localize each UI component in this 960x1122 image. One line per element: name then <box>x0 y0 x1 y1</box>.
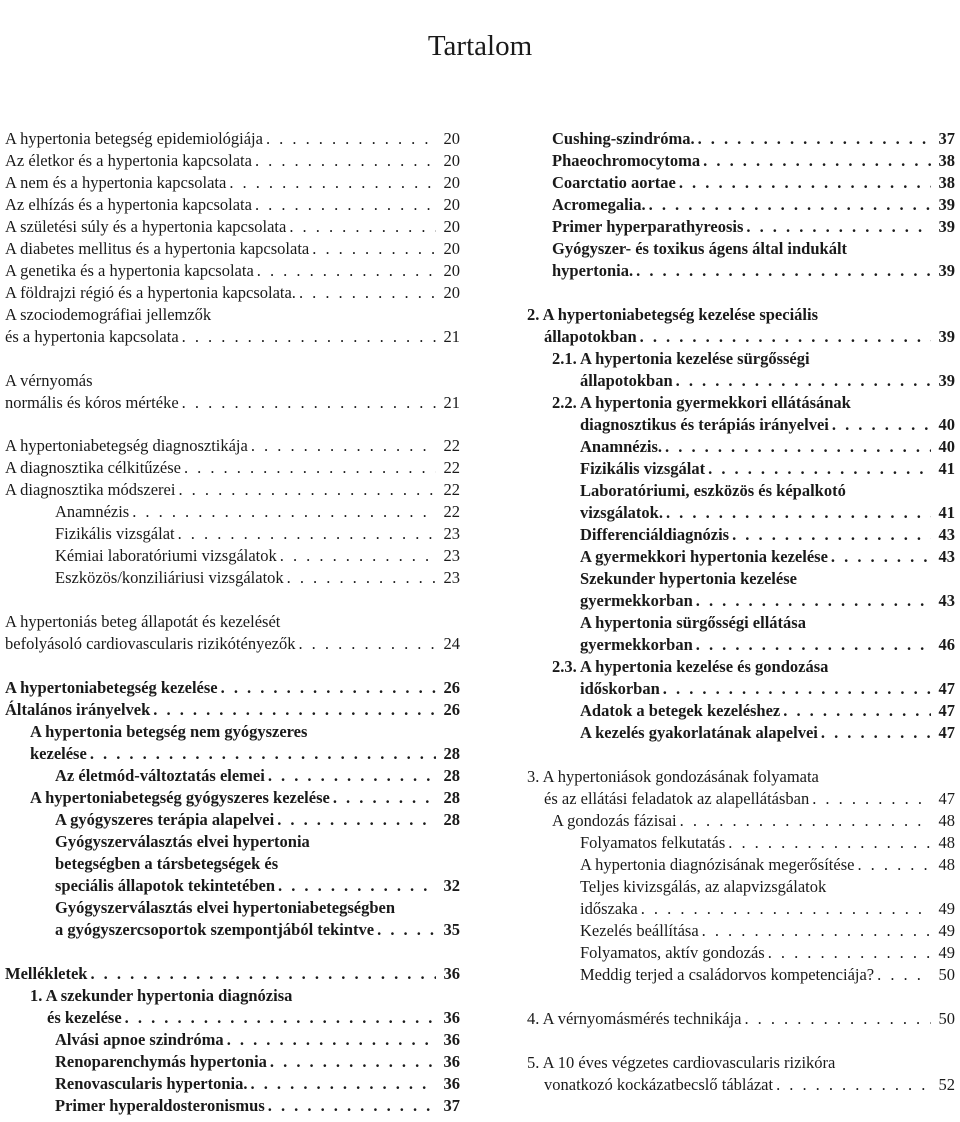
toc-entry <box>580 546 955 568</box>
toc-entry <box>5 238 460 260</box>
toc-leader-dots <box>832 414 931 436</box>
toc-entry <box>580 370 955 392</box>
toc-entry <box>5 479 460 501</box>
toc-entry <box>55 1073 460 1095</box>
toc-entry-title: 2.2. A hypertonia gyermekkori ellátásának <box>552 393 851 412</box>
toc-entry <box>580 590 955 612</box>
toc-entry <box>580 480 955 502</box>
toc-page-number: 48 <box>938 833 955 852</box>
toc-entry-title: Meddig terjed a családorvos kompetenciája? <box>580 965 875 984</box>
toc-page-number: 36 <box>443 1052 460 1071</box>
toc-leader-dots <box>377 919 436 941</box>
toc-page-number: 20 <box>443 151 460 170</box>
toc-entry <box>527 1052 955 1074</box>
toc-entry <box>55 831 460 853</box>
toc-leader-dots <box>132 501 436 523</box>
toc-entry <box>55 545 460 567</box>
toc-page-number: 22 <box>443 436 460 455</box>
toc-entry-title: Folyamatos, aktív gondozás <box>580 943 765 962</box>
toc-entry-title: A gondozás fázisai <box>552 811 677 830</box>
toc-page-number: 50 <box>938 1009 955 1028</box>
toc-leader-dots <box>221 677 436 699</box>
toc-leader-dots <box>268 1095 436 1117</box>
toc-entry <box>5 963 460 985</box>
toc-page-number: 39 <box>938 371 955 390</box>
toc-entry <box>55 1029 460 1051</box>
toc-entry-title: Általános irányelvek <box>5 700 151 719</box>
toc-leader-dots <box>255 150 436 172</box>
toc-leader-dots <box>783 700 931 722</box>
toc-page-number: 20 <box>443 195 460 214</box>
toc-entry <box>5 172 460 194</box>
toc-leader-dots <box>641 898 931 920</box>
toc-leader-dots <box>255 194 436 216</box>
toc-entry-title: időskorban <box>580 679 660 698</box>
toc-entry-title: gyermekkorban <box>580 635 693 654</box>
toc-page-number: 47 <box>938 723 955 742</box>
toc-entry-title: Eszközös/konziliáriusi vizsgálatok <box>55 568 284 587</box>
toc-page-number: 36 <box>443 1030 460 1049</box>
toc-entry-title: A hypertonia betegség nem gyógyszeres <box>30 722 308 741</box>
toc-entry-title: Cushing-szindróma. <box>552 129 695 148</box>
toc-leader-dots <box>696 634 931 656</box>
toc-entry-title: és kezelése <box>47 1008 122 1027</box>
toc-entry <box>5 194 460 216</box>
toc-page-number: 23 <box>443 568 460 587</box>
toc-entry-title: Mellékletek <box>5 964 88 983</box>
toc-page-number: 22 <box>443 502 460 521</box>
toc-entry <box>580 700 955 722</box>
toc-leader-dots <box>227 1029 436 1051</box>
toc-entry-title: 2.3. A hypertonia kezelése és gondozása <box>552 657 829 676</box>
toc-page-number: 28 <box>443 810 460 829</box>
toc-entry-title: Gyógyszerválasztás elvei hypertoniabetegségben <box>55 898 396 917</box>
toc-entry-title: Fizikális vizsgálat <box>55 524 175 543</box>
toc-entry <box>55 897 460 919</box>
toc-page-number: 49 <box>938 921 955 940</box>
toc-entry <box>552 260 955 282</box>
toc-page-number: 41 <box>938 459 955 478</box>
toc-entry <box>55 1095 460 1117</box>
toc-entry-title: A diabetes mellitus és a hypertonia kapcsolata <box>5 239 310 258</box>
toc-page-number: 28 <box>443 788 460 807</box>
toc-entry <box>544 788 955 810</box>
toc-entry <box>5 282 460 304</box>
toc-page-number: 48 <box>938 811 955 830</box>
toc-leader-dots <box>312 238 436 260</box>
toc-entry <box>552 194 955 216</box>
toc-page-number: 39 <box>938 327 955 346</box>
toc-entry <box>544 1074 955 1096</box>
toc-entry <box>55 1051 460 1073</box>
toc-entry <box>55 853 460 875</box>
toc-entry-title: A hypertonia diagnózisának megerősítése <box>580 855 855 874</box>
toc-entry <box>552 150 955 172</box>
toc-entry-title: időszaka <box>580 899 638 918</box>
toc-leader-dots <box>251 435 436 457</box>
toc-entry <box>55 875 460 897</box>
toc-entry <box>527 766 955 788</box>
toc-entry <box>580 876 955 898</box>
toc-leader-dots <box>698 128 931 150</box>
toc-entry-title: A nem és a hypertonia kapcsolata <box>5 173 227 192</box>
toc-page-number: 28 <box>443 744 460 763</box>
toc-page-number: 43 <box>938 547 955 566</box>
toc-entry-title: Kémiai laboratóriumi vizsgálatok <box>55 546 277 565</box>
toc-entry-title: Coarctatio aortae <box>552 173 676 192</box>
toc-leader-dots <box>821 722 931 744</box>
toc-entry <box>552 238 955 260</box>
toc-entry <box>580 898 955 920</box>
toc-entry <box>30 721 460 743</box>
toc-entry <box>55 765 460 787</box>
toc-entry-title: Folyamatos felkutatás <box>580 833 726 852</box>
toc-leader-dots <box>182 392 436 414</box>
toc-page-number: 40 <box>938 437 955 456</box>
toc-page-number: 49 <box>938 943 955 962</box>
toc-entry <box>5 260 460 282</box>
toc-entry <box>5 457 460 479</box>
toc-leader-dots <box>229 172 436 194</box>
toc-leader-dots <box>182 326 436 348</box>
toc-page-number: 39 <box>938 261 955 280</box>
toc-page-number: 36 <box>443 964 460 983</box>
toc-entry-title: Differenciáldiagnózis <box>580 525 730 544</box>
toc-entry <box>580 920 955 942</box>
toc-page-number: 21 <box>443 393 460 412</box>
toc-entry-title: A vérnyomás <box>5 371 93 390</box>
toc-entry-title: Gyógyszerválasztás elvei hypertonia <box>55 832 310 851</box>
toc-leader-dots <box>125 1007 436 1029</box>
toc-entry <box>55 567 460 589</box>
toc-entry <box>580 634 955 656</box>
toc-entry <box>580 854 955 876</box>
page-title: Tartalom <box>427 30 533 62</box>
toc-entry-title: Az életmód-változtatás elemei <box>55 766 265 785</box>
toc-page-number: 46 <box>938 635 955 654</box>
toc-entry <box>5 216 460 238</box>
toc-entry-title: A hypertonia sürgősségi ellátása <box>580 613 806 632</box>
toc-page-number: 52 <box>938 1075 955 1094</box>
toc-leader-dots <box>640 326 931 348</box>
toc-leader-dots <box>665 436 931 458</box>
toc-page-number: 37 <box>443 1096 460 1115</box>
toc-leader-dots <box>257 260 436 282</box>
toc-entry-title: A földrajzi régió és a hypertonia kapcsolata. <box>5 283 296 302</box>
toc-leader-dots <box>277 809 436 831</box>
toc-leader-dots <box>663 678 931 700</box>
toc-entry <box>5 128 460 150</box>
toc-page-number: 39 <box>938 217 955 236</box>
toc-entry <box>580 436 955 458</box>
toc-entry-title: speciális állapotok tekintetében <box>55 876 276 895</box>
toc-entry <box>5 699 460 721</box>
toc-leader-dots <box>666 502 931 524</box>
toc-entry-title: A születési súly és a hypertonia kapcsolata <box>5 217 287 236</box>
toc-entry <box>5 304 460 326</box>
toc-entry-title: A gyermekkori hypertonia kezelése <box>580 547 828 566</box>
toc-leader-dots <box>708 458 931 480</box>
toc-entry-title: Phaeochromocytoma <box>552 151 701 170</box>
toc-entry-title: 1. A szekunder hypertonia diagnózisa <box>30 986 293 1005</box>
toc-page-number: 38 <box>938 151 955 170</box>
toc-entry-title: Primer hyperaldosteronismus <box>55 1096 265 1115</box>
toc-entry <box>580 414 955 436</box>
toc-leader-dots <box>333 787 436 809</box>
toc-page-number: 23 <box>443 524 460 543</box>
toc-leader-dots <box>270 1051 436 1073</box>
toc-entry-title: betegségben a társbetegségek és <box>55 854 279 873</box>
toc-leader-dots <box>153 699 436 721</box>
toc-page-number: 26 <box>443 678 460 697</box>
toc-entry-title: 4. A vérnyomásmérés technikája <box>527 1009 742 1028</box>
toc-entry-title: Az elhízás és a hypertonia kapcsolata <box>5 195 252 214</box>
toc-entry <box>580 678 955 700</box>
toc-entry <box>30 787 460 809</box>
toc-page-number: 20 <box>443 283 460 302</box>
toc-page-number: 32 <box>443 876 460 895</box>
toc-leader-dots <box>680 810 931 832</box>
toc-entry <box>580 832 955 854</box>
toc-entry-title: a gyógyszercsoportok szempontjából tekintve <box>55 920 375 939</box>
toc-page-number: 20 <box>443 261 460 280</box>
toc-entry-title: A kezelés gyakorlatának alapelvei <box>580 723 818 742</box>
toc-leader-dots <box>744 1008 931 1030</box>
toc-entry-title: gyermekkorban <box>580 591 693 610</box>
toc-page-number: 21 <box>443 327 460 346</box>
toc-entry-title: és az ellátási feladatok az alapellátásban <box>544 789 810 808</box>
toc-entry <box>580 612 955 634</box>
toc-entry-title: Laboratóriumi, eszközös és képalkotó <box>580 481 846 500</box>
toc-leader-dots <box>90 743 436 765</box>
toc-leader-dots <box>178 523 436 545</box>
toc-entry <box>55 501 460 523</box>
toc-entry-title: 2.1. A hypertonia kezelése sürgősségi <box>552 349 810 368</box>
toc-entry-title: A hypertonia betegség epidemiológiája <box>5 129 263 148</box>
toc-leader-dots <box>746 216 931 238</box>
toc-entry-title: Az életkor és a hypertonia kapcsolata <box>5 151 252 170</box>
toc-entry-title: Kezelés beállítása <box>580 921 699 940</box>
toc-page-number: 47 <box>938 679 955 698</box>
toc-page-number: 20 <box>443 217 460 236</box>
toc-page-number: 37 <box>938 129 955 148</box>
toc-leader-dots <box>857 854 931 876</box>
toc-entry <box>552 172 955 194</box>
toc-entry <box>552 810 955 832</box>
toc-entry <box>552 656 955 678</box>
toc-entry-title: hypertonia. <box>552 261 634 280</box>
toc-entry-title: 3. A hypertoniások gondozásának folyamata <box>527 767 819 786</box>
toc-leader-dots <box>649 194 931 216</box>
toc-entry <box>5 435 460 457</box>
toc-page-number: 23 <box>443 546 460 565</box>
toc-page-number: 40 <box>938 415 955 434</box>
toc-leader-dots <box>696 590 931 612</box>
toc-entry-title: Adatok a betegek kezeléshez <box>580 701 781 720</box>
toc-page-number: 36 <box>443 1008 460 1027</box>
toc-entry <box>580 524 955 546</box>
toc-entry <box>527 304 955 326</box>
toc-page-number: 24 <box>443 634 460 653</box>
toc-entry <box>5 392 460 414</box>
toc-page-number: 22 <box>443 480 460 499</box>
toc-entry <box>5 326 460 348</box>
toc-page-number: 39 <box>938 195 955 214</box>
toc-page-number: 35 <box>443 920 460 939</box>
toc-page-number: 41 <box>938 503 955 522</box>
toc-entry <box>552 216 955 238</box>
toc-leader-dots <box>280 545 436 567</box>
toc-entry-title: normális és kóros mértéke <box>5 393 179 412</box>
toc-entry-title: A diagnosztika célkitűzése <box>5 458 181 477</box>
toc-page-number: 48 <box>938 855 955 874</box>
toc-entry-title: 5. A 10 éves végzetes cardiovascularis rizikóra <box>527 1053 836 1072</box>
toc-entry-title: A hypertoniabetegség gyógyszeres kezelése <box>30 788 330 807</box>
toc-entry <box>5 633 460 655</box>
toc-entry <box>527 1008 955 1030</box>
toc-entry <box>544 326 955 348</box>
toc-leader-dots <box>178 479 436 501</box>
toc-leader-dots <box>877 964 931 986</box>
toc-entry-title: A hypertoniás beteg állapotát és kezelését <box>5 612 281 631</box>
toc-leader-dots <box>831 546 931 568</box>
toc-leader-dots <box>289 216 436 238</box>
toc-leader-dots <box>702 920 931 942</box>
toc-page-number: 22 <box>443 458 460 477</box>
toc-entry <box>5 370 460 392</box>
toc-entry-title: kezelése <box>30 744 87 763</box>
toc-entry-title: A hypertoniabetegség kezelése <box>5 678 218 697</box>
toc-page-number: 20 <box>443 239 460 258</box>
toc-entry <box>55 809 460 831</box>
toc-entry-title: Anamnézis <box>55 502 130 521</box>
toc-entry <box>580 942 955 964</box>
toc-entry-title: A diagnosztika módszerei <box>5 480 176 499</box>
toc-entry-title: Renovascularis hypertonia. <box>55 1074 248 1093</box>
toc-entry-title: vonatkozó kockázatbecslő táblázat <box>544 1075 774 1094</box>
toc-entry <box>5 611 460 633</box>
toc-entry <box>5 150 460 172</box>
toc-leader-dots <box>776 1074 931 1096</box>
toc-entry-title: A szociodemográfiai jellemzők <box>5 305 212 324</box>
toc-entry-title: A hypertoniabetegség diagnosztikája <box>5 436 248 455</box>
toc-entry <box>552 348 955 370</box>
toc-entry-title: és a hypertonia kapcsolata <box>5 327 179 346</box>
toc-entry-title: Fizikális vizsgálat <box>580 459 706 478</box>
toc-leader-dots <box>728 832 931 854</box>
toc-page-number: 28 <box>443 766 460 785</box>
toc-leader-dots <box>251 1073 436 1095</box>
toc-entry-title: 2. A hypertoniabetegség kezelése speciális <box>527 305 819 324</box>
toc-leader-dots <box>278 875 436 897</box>
toc-entry-title: állapotokban <box>544 327 637 346</box>
toc-entry-title: Alvási apnoe szindróma <box>55 1030 224 1049</box>
toc-entry-title: vizsgálatok. <box>580 503 663 522</box>
toc-entry <box>552 128 955 150</box>
toc-entry-title: A genetika és a hypertonia kapcsolata <box>5 261 254 280</box>
toc-entry <box>580 458 955 480</box>
toc-leader-dots <box>299 282 436 304</box>
toc-entry <box>580 964 955 986</box>
toc-page-number: 47 <box>938 789 955 808</box>
toc-entry <box>580 502 955 524</box>
toc-page-number: 43 <box>938 591 955 610</box>
toc-entry-title: állapotokban <box>580 371 673 390</box>
toc-entry <box>55 919 460 941</box>
toc-leader-dots <box>636 260 931 282</box>
toc-entry <box>55 523 460 545</box>
toc-page-number: 20 <box>443 173 460 192</box>
toc-leader-dots <box>679 172 931 194</box>
toc-entry-title: A gyógyszeres terápia alapelvei <box>55 810 275 829</box>
toc-leader-dots <box>268 765 436 787</box>
toc-entry <box>30 743 460 765</box>
toc-entry <box>580 722 955 744</box>
toc-leader-dots <box>266 128 436 150</box>
toc-entry-title: Gyógyszer- és toxikus ágens által indukált <box>552 239 848 258</box>
toc-leader-dots <box>676 370 931 392</box>
toc-leader-dots <box>184 457 436 479</box>
toc-leader-dots <box>287 567 436 589</box>
toc-entry <box>5 677 460 699</box>
toc-entry-title: Renoparenchymás hypertonia <box>55 1052 267 1071</box>
toc-entry-title: Acromegalia. <box>552 195 646 214</box>
toc-leader-dots <box>732 524 931 546</box>
toc-entry-title: Primer hyperparathyreosis <box>552 217 744 236</box>
toc-entry-title: befolyásoló cardiovascularis rizikótényezők <box>5 634 296 653</box>
toc-entry <box>47 1007 460 1029</box>
toc-entry-title: Teljes kivizsgálás, az alapvizsgálatok <box>580 877 827 896</box>
toc-page-number: 26 <box>443 700 460 719</box>
toc-leader-dots <box>90 963 436 985</box>
toc-entry-title: diagnosztikus és terápiás irányelvei <box>580 415 829 434</box>
toc-leader-dots <box>298 633 436 655</box>
toc-entry-title: Anamnézis. <box>580 437 663 456</box>
toc-page-number: 20 <box>443 129 460 148</box>
toc-page-number: 43 <box>938 525 955 544</box>
toc-leader-dots <box>812 788 931 810</box>
toc-leader-dots <box>703 150 931 172</box>
toc-entry <box>580 568 955 590</box>
toc-entry <box>30 985 460 1007</box>
toc-page-number: 50 <box>938 965 955 984</box>
toc-entry <box>552 392 955 414</box>
toc-page-number: 36 <box>443 1074 460 1093</box>
toc-leader-dots <box>768 942 931 964</box>
toc-page-number: 49 <box>938 899 955 918</box>
toc-entry-title: Szekunder hypertonia kezelése <box>580 569 797 588</box>
toc-page-number: 47 <box>938 701 955 720</box>
toc-page-number: 38 <box>938 173 955 192</box>
